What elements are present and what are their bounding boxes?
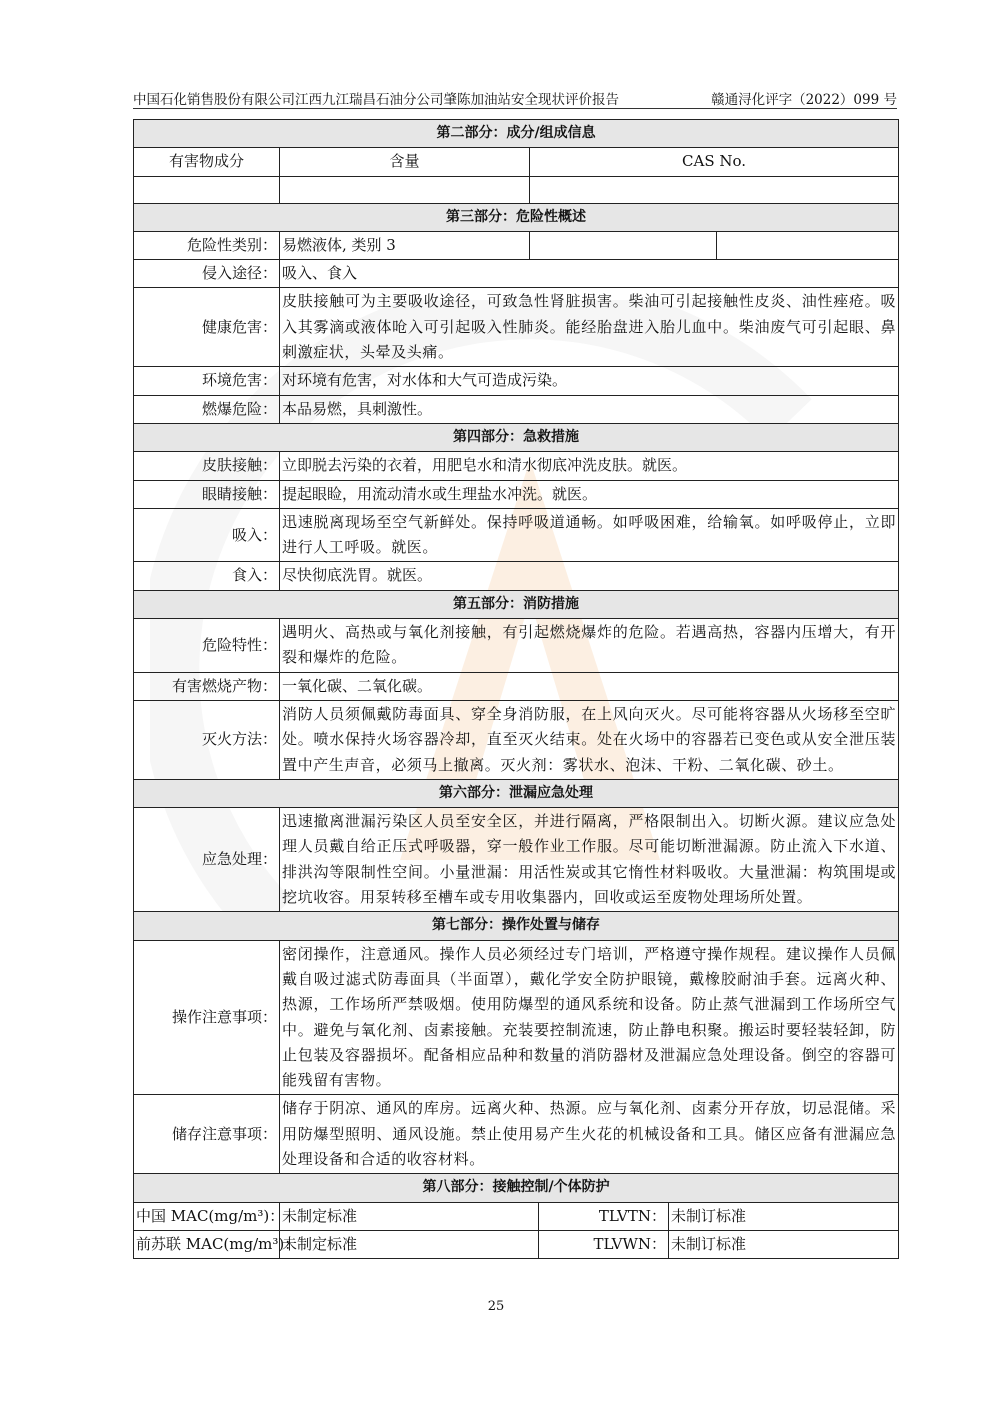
tlvwn-label: TLVWN： bbox=[539, 1230, 669, 1258]
env-label: 环境危害： bbox=[134, 367, 280, 395]
handling-label: 操作注意事项： bbox=[134, 940, 280, 1095]
hazard-class-empty bbox=[717, 231, 899, 259]
comp-cell-empty bbox=[134, 176, 280, 203]
tlvtn-label: TLVTN： bbox=[539, 1202, 669, 1230]
section-4-title: 第四部分：急救措施 bbox=[134, 423, 899, 451]
tlvwn-value: 未制订标准 bbox=[669, 1230, 899, 1258]
ingest-value: 尽快彻底洗胃。就医。 bbox=[280, 562, 899, 590]
route-label: 侵入途径： bbox=[134, 260, 280, 288]
hazard-class-label: 危险性类别： bbox=[134, 231, 280, 259]
env-value: 对环境有危害，对水体和大气可造成污染。 bbox=[280, 367, 899, 395]
skin-label: 皮肤接触： bbox=[134, 452, 280, 480]
handling-value: 密闭操作，注意通风。操作人员必须经过专门培训，严格遵守操作规程。建议操作人员佩戴自吸过滤式防毒面具（半面罩），戴化学安全防护眼镜，戴橡胶耐油手套。远离火种、热源，工作场所严禁吸烟。使用防爆型的通风系统和设备。防止蒸气泄漏到工作场所空气中。避免与氧化剂、卤素接触。充装要控制流速，防止静电积聚。搬运时要轻装轻卸，防止包装及容器损坏。配备相应品种和数量的消防器材及泄漏应急处理设备。倒空的容器可能残留有害物。 bbox=[280, 940, 899, 1095]
health-label: 健康危害： bbox=[134, 288, 280, 367]
skin-value: 立即脱去污染的衣着，用肥皂水和清水彻底冲洗皮肤。就医。 bbox=[280, 452, 899, 480]
fire-risk-label: 燃爆危险： bbox=[134, 395, 280, 423]
leak-label: 应急处理： bbox=[134, 808, 280, 912]
fire-character-value: 遇明火、高热或与氧化剂接触，有引起燃烧爆炸的危险。若遇高热，容器内压增大，有开裂和爆炸的危险。 bbox=[280, 619, 899, 673]
inhale-label: 吸入： bbox=[134, 508, 280, 562]
ussr-mac-value: 未制定标准 bbox=[280, 1230, 539, 1258]
fire-character-label: 危险特性： bbox=[134, 619, 280, 673]
eye-label: 眼睛接触： bbox=[134, 480, 280, 508]
hazard-class-value: 易燃液体, 类别 3 bbox=[280, 231, 530, 259]
combustion-products-value: 一氧化碳、二氧化碳。 bbox=[280, 672, 899, 700]
china-mac-label: 中国 MAC(mg/m³)： bbox=[134, 1202, 280, 1230]
section-5-title: 第五部分：消防措施 bbox=[134, 590, 899, 618]
storage-value: 储存于阴凉、通风的库房。远离火种、热源。应与氧化剂、卤素分开存放，切忌混储。采用防爆型照明、通风设施。禁止使用易产生火花的机械设备和工具。储区应备有泄漏应急处理设备和合适的收容材料。 bbox=[280, 1095, 899, 1174]
section-2-title: 第二部分：成分/组成信息 bbox=[134, 120, 899, 148]
ingest-label: 食入： bbox=[134, 562, 280, 590]
section-6-title: 第六部分：泄漏应急处理 bbox=[134, 779, 899, 807]
inhale-value: 迅速脱离现场至空气新鲜处。保持呼吸道通畅。如呼吸困难，给输氧。如呼吸停止，立即进行人工呼吸。就医。 bbox=[280, 508, 899, 562]
page-header bbox=[133, 86, 897, 109]
comp-header-content: 含量 bbox=[280, 148, 530, 176]
leak-value: 迅速撤离泄漏污染区人员至安全区，并进行隔离，严格限制出入。切断火源。建议应急处理人员戴自给正压式呼吸器，穿一般作业工作服。尽可能切断泄漏源。防止流入下水道、排洪沟等限制性空间。小量泄漏：用活性炭或其它惰性材料吸收。大量泄漏：构筑围堤或挖坑收容。用泵转移至槽车或专用收集器内，回收或运至废物处理场所处置。 bbox=[280, 808, 899, 912]
combustion-products-label: 有害燃烧产物： bbox=[134, 672, 280, 700]
comp-header-cas: CAS No. bbox=[530, 148, 899, 176]
comp-cell-empty bbox=[280, 176, 530, 203]
comp-cell-empty bbox=[530, 176, 899, 203]
hazard-class-empty bbox=[530, 231, 717, 259]
china-mac-value: 未制定标准 bbox=[280, 1202, 539, 1230]
section-7-title: 第七部分：操作处置与储存 bbox=[134, 912, 899, 940]
section-3-title: 第三部分：危险性概述 bbox=[134, 203, 899, 231]
section-8-title: 第八部分：接触控制/个体防护 bbox=[134, 1174, 899, 1202]
fire-risk-value: 本品易燃，具刺激性。 bbox=[280, 395, 899, 423]
eye-value: 提起眼睑，用流动清水或生理盐水冲洗。就医。 bbox=[280, 480, 899, 508]
report-number: 赣通浔化评字（2022）099 号 bbox=[711, 92, 897, 108]
health-value: 皮肤接触可为主要吸收途径，可致急性肾脏损害。柴油可引起接触性皮炎、油性痤疮。吸入其雾滴或液体呛入可引起吸入性肺炎。能经胎盘进入胎儿血中。柴油废气可引起眼、鼻刺激症状，头晕及头痛。 bbox=[280, 288, 899, 367]
extinguish-value: 消防人员须佩戴防毒面具、穿全身消防服，在上风向灭火。尽可能将容器从火场移至空旷处。喷水保持火场容器冷却，直至灭火结束。处在火场中的容器若已变色或从安全泄压装置中产生声音，必须马上撤离。灭火剂：雾状水、泡沫、干粉、二氧化碳、砂土。 bbox=[280, 700, 899, 779]
comp-header-component: 有害物成分 bbox=[134, 148, 280, 176]
storage-label: 储存注意事项： bbox=[134, 1095, 280, 1174]
page-number: 25 bbox=[487, 1299, 505, 1314]
ussr-mac-label: 前苏联 MAC(mg/m³)： bbox=[134, 1230, 280, 1258]
report-title: 中国石化销售股份有限公司江西九江瑞昌石油分公司肇陈加油站安全现状评价报告 bbox=[133, 92, 619, 108]
route-value: 吸入、食入 bbox=[280, 260, 899, 288]
sds-table bbox=[133, 119, 899, 1259]
extinguish-label: 灭火方法： bbox=[134, 700, 280, 779]
tlvtn-value: 未制订标准 bbox=[669, 1202, 899, 1230]
